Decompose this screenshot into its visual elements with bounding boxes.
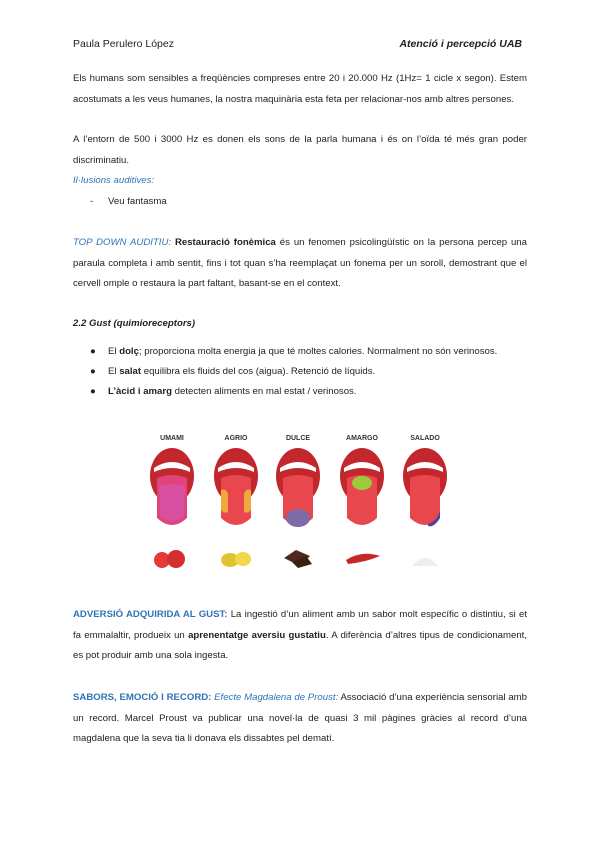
header-author: Paula Perulero López [73, 38, 174, 50]
section-heading-taste: 2.2 Gust (quimioreceptors) [73, 318, 196, 329]
bullet-salty: El salat equilibra els fluids del cos (aigua). Retenció de líquids. [108, 366, 376, 377]
tongue-agrio [214, 435, 258, 567]
svg-text:UMAMI: UMAMI [160, 435, 184, 442]
paragraph-proust: SABORS, EMOCIÓ I RECORD: Efecte Magdalena de Proust: Associació d’una experiència sensorial amb un record. Marcel Proust va publicar una novel·la de quasi 3 mil pàgines gràcies al record d’una magdalena que la seva tia li donava els dissabtes pel dematí. [73, 692, 527, 744]
paragraph-frequencies: Els humans som sensibles a freqüències compreses entre 20 i 20.000 Hz (1Hz= 1 cicle x segon). Estem acostumats a les veus humanes, la nostra maquinària esta feta per relacionar-nos amb altres persones. [73, 73, 527, 105]
bullet-dot: ● [90, 346, 96, 357]
proust-effect: Efecte Magdalena de Proust: [211, 692, 339, 703]
paragraph-speech-range: A l’entorn de 500 i 3000 Hz es donen els sons de la parla humana i és on l’oïda té més gran poder discriminatiu. [73, 134, 527, 166]
bullet-dot: ● [90, 386, 96, 397]
topdown-label: TOP DOWN AUDITIU: [73, 237, 172, 248]
topdown-term: Restauració fonèmica [174, 237, 276, 248]
illusion-item: Veu fantasma [108, 196, 167, 207]
svg-text:AMARGO: AMARGO [346, 435, 378, 442]
proust-label: SABORS, EMOCIÓ I RECORD: [73, 692, 212, 703]
paragraph-adversion: ADVERSIÓ ADQUIRIDA AL GUST: La ingestió d’un aliment amb un sabor molt específic o distintiu, si et fa emmalaltir, produeix un aprenentatge aversiu gustatiu. A diferència d’altres tipus de condicionament, es pot produir amb una sola ingesta. [73, 609, 528, 661]
tongue-amargo [340, 435, 384, 564]
header-course: Atenció i percepció UAB [399, 38, 522, 50]
bullet-sour-bitter: L’àcid i amarg detecten aliments en mal estat / verinosos. [108, 386, 357, 397]
adversion-label: ADVERSIÓ ADQUIRIDA AL GUST: [73, 609, 228, 620]
svg-text:DULCE: DULCE [285, 435, 311, 442]
paragraph-topdown [73, 233, 527, 295]
svg-text:AGRIO: AGRIO [224, 435, 248, 442]
adversion-term: aprenentatge aversiu gustatiu [188, 629, 326, 641]
tongue-umami [150, 435, 194, 568]
topdown-text: és un fenomen psicolingüístic on la persona percep una paraula completa i amb sentit, fins i tot quan s’ha reemplaçat un fonema per un soroll, demostrant que el cervell omple o restaura la part faltant, basant-se en el context. [73, 237, 527, 289]
bullet-sweet: El dolç; proporciona molta energia ja que té moltes calories. Normalment no són verinosos. [108, 346, 498, 357]
tongue-dulce [276, 435, 320, 568]
dash-bullet: - [90, 196, 94, 207]
taste-tongues-illustration [140, 428, 450, 578]
illusions-label: Il·lusions auditives: [73, 175, 155, 186]
svg-text:SALADO: SALADO [410, 435, 440, 442]
bullet-dot: ● [90, 366, 96, 377]
tongue-salado [403, 435, 447, 566]
